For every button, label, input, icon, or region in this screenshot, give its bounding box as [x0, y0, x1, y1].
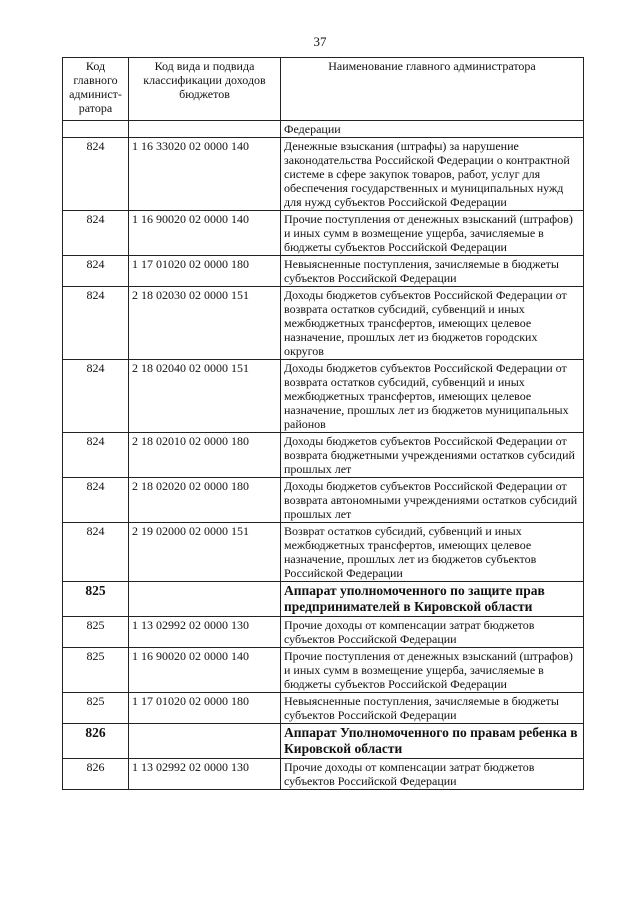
admin-code-cell: 824 — [63, 523, 129, 582]
admin-code-cell: 824 — [63, 478, 129, 523]
header-admin-code: Код главного админист-ратора — [63, 58, 129, 121]
table-row — [63, 287, 584, 360]
table-row — [63, 648, 584, 693]
admin-name-cell: Прочие поступления от денежных взысканий (штрафов) и иных сумм в возмещение ущерба, зачисляемые в бюджеты субъектов Российской Федерации — [281, 648, 584, 693]
table-row — [63, 582, 584, 617]
page-number: 37 — [313, 34, 327, 49]
income-code-cell: 1 17 01020 02 0000 180 — [129, 256, 281, 287]
admin-code-cell: 825 — [63, 582, 129, 617]
admin-code-cell: 825 — [63, 648, 129, 693]
income-code-cell: 2 19 02000 02 0000 151 — [129, 523, 281, 582]
income-code-cell: 2 18 02030 02 0000 151 — [129, 287, 281, 360]
admin-name-cell: Доходы бюджетов субъектов Российской Федерации от возврата остатков субсидий, субвенций и иных межбюджетных трансфертов, имеющих целевое назначение, прошлых лет из бюджетов муниципальных районов — [281, 360, 584, 433]
header-admin-name: Наименование главного администратора — [281, 58, 584, 121]
income-code-cell — [129, 121, 281, 138]
income-code-cell — [129, 582, 281, 617]
admin-name-cell: Возврат остатков субсидий, субвенций и иных межбюджетных трансфертов, имеющих целевое назначение, прошлых лет из бюджетов субъектов Российской Федерации — [281, 523, 584, 582]
income-code-cell: 1 16 33020 02 0000 140 — [129, 138, 281, 211]
admin-name-cell: Доходы бюджетов субъектов Российской Федерации от возврата остатков субсидий, субвенций и иных межбюджетных трансфертов, имеющих целевое назначение, прошлых лет из бюджетов городских округов — [281, 287, 584, 360]
table-body — [63, 121, 584, 790]
admin-code-cell: 824 — [63, 211, 129, 256]
admin-code-cell: 825 — [63, 617, 129, 648]
table-row — [63, 360, 584, 433]
table-row — [63, 724, 584, 759]
header-income-code: Код вида и подвида классификации доходов бюджетов — [129, 58, 281, 121]
income-code-cell: 2 18 02010 02 0000 180 — [129, 433, 281, 478]
admin-name-cell: Невыясненные поступления, зачисляемые в бюджеты субъектов Российской Федерации — [281, 693, 584, 724]
table-row — [63, 478, 584, 523]
admin-code-cell: 824 — [63, 256, 129, 287]
table-row — [63, 617, 584, 648]
admin-name-cell: Прочие доходы от компенсации затрат бюджетов субъектов Российской Федерации — [281, 759, 584, 790]
table-row — [63, 256, 584, 287]
admin-code-cell: 825 — [63, 693, 129, 724]
income-code-cell: 1 16 90020 02 0000 140 — [129, 211, 281, 256]
admin-name-cell: Доходы бюджетов субъектов Российской Федерации от возврата автономными учреждениями остатков субсидий прошлых лет — [281, 478, 584, 523]
table-row — [63, 211, 584, 256]
income-code-cell: 1 13 02992 02 0000 130 — [129, 617, 281, 648]
admin-name-cell: Прочие поступления от денежных взысканий (штрафов) и иных сумм в возмещение ущерба, зачисляемые в бюджеты субъектов Российской Федерации — [281, 211, 584, 256]
income-code-cell: 1 13 02992 02 0000 130 — [129, 759, 281, 790]
admin-code-cell: 824 — [63, 287, 129, 360]
table-row — [63, 138, 584, 211]
admin-name-cell: Прочие доходы от компенсации затрат бюджетов субъектов Российской Федерации — [281, 617, 584, 648]
income-code-cell — [129, 724, 281, 759]
table-header-row — [63, 58, 584, 121]
admin-name-cell: Аппарат уполномоченного по защите прав предпринимателей в Кировской области — [281, 582, 584, 617]
admin-code-cell: 826 — [63, 724, 129, 759]
admin-code-cell: 826 — [63, 759, 129, 790]
income-code-cell: 2 18 02040 02 0000 151 — [129, 360, 281, 433]
table-row — [63, 693, 584, 724]
table-row — [63, 121, 584, 138]
admin-name-cell: Невыясненные поступления, зачисляемые в бюджеты субъектов Российской Федерации — [281, 256, 584, 287]
admin-name-cell: Федерации — [281, 121, 584, 138]
table-row — [63, 759, 584, 790]
income-code-cell: 2 18 02020 02 0000 180 — [129, 478, 281, 523]
admin-name-cell: Доходы бюджетов субъектов Российской Федерации от возврата бюджетными учреждениями остатков субсидий прошлых лет — [281, 433, 584, 478]
table-row — [63, 523, 584, 582]
admin-code-cell: 824 — [63, 138, 129, 211]
income-code-cell: 1 16 90020 02 0000 140 — [129, 648, 281, 693]
admin-code-cell — [63, 121, 129, 138]
admin-name-cell: Аппарат Уполномоченного по правам ребенка в Кировской области — [281, 724, 584, 759]
table-row — [63, 433, 584, 478]
revenue-administrators-table — [62, 57, 584, 790]
income-code-cell: 1 17 01020 02 0000 180 — [129, 693, 281, 724]
admin-code-cell: 824 — [63, 433, 129, 478]
admin-code-cell: 824 — [63, 360, 129, 433]
admin-name-cell: Денежные взыскания (штрафы) за нарушение законодательства Российской Федерации о контрактной системе в сфере закупок товаров, работ, услуг для обеспечения государственных и муниципальных нужд для нужд субъектов Российской Федерации — [281, 138, 584, 211]
